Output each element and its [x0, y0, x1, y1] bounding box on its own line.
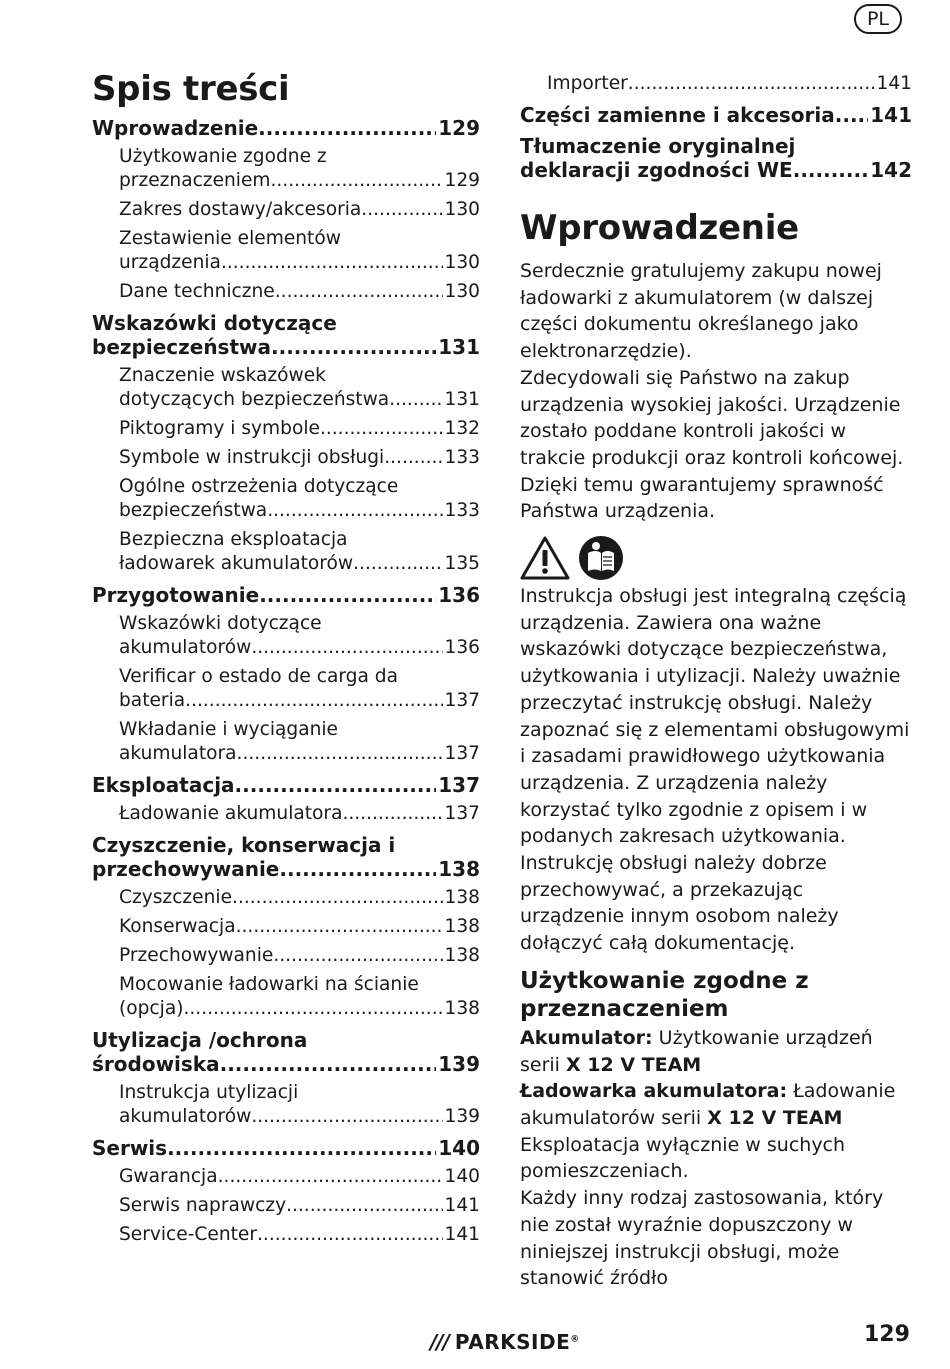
- logo-text: PARKSIDE: [454, 1330, 571, 1354]
- toc-entry-text: Wskazówki dotyczące: [92, 311, 337, 335]
- logo-slashes: ///: [430, 1330, 449, 1354]
- toc-leader-dots: [183, 997, 442, 1021]
- toc-entry-text: Czyszczenie: [119, 887, 233, 908]
- akumulator-series: X 12 V TEAM: [566, 1053, 702, 1076]
- toc-entry-text: Części zamienne i akcesoria: [520, 103, 835, 127]
- toc-page-number: 137: [444, 803, 480, 824]
- toc-leader-dots: [185, 689, 442, 713]
- toc-leader-dots: [628, 72, 875, 96]
- toc-leader-dots: [235, 773, 437, 797]
- toc-page-number: 139: [438, 1052, 480, 1076]
- toc-entry-text: urządzenia: [119, 252, 221, 273]
- akumulator-text: Użytkowanie urządzeń serii: [520, 1026, 873, 1076]
- ladowarka-text: Ładowanie akumulatorów serii: [520, 1080, 896, 1129]
- toc-leader-dots: [220, 1052, 437, 1076]
- toc-page-number: 130: [444, 252, 480, 273]
- toc-entry-text: Bezpieczna eksploatacja: [119, 529, 348, 550]
- toc-page-number: 141: [444, 1195, 480, 1216]
- toc-title: Spis treści: [92, 69, 290, 109]
- toc-leader-dots: [236, 915, 443, 939]
- toc-page-number: 141: [444, 1224, 480, 1245]
- toc-entry: [92, 915, 480, 939]
- toc-page-number: 133: [444, 447, 480, 468]
- toc-entry-text: akumulatorów: [119, 637, 252, 658]
- toc-entry: [92, 886, 480, 910]
- toc-entry-text: Serwis: [92, 1136, 168, 1160]
- toc-leader-dots: [286, 1194, 442, 1218]
- toc-leader-dots: [271, 169, 443, 193]
- toc-entry-text: Użytkowanie zgodne z: [119, 146, 327, 167]
- toc-entry: [92, 1223, 480, 1247]
- icon-row: [520, 535, 912, 581]
- toc-entry-text: Czyszczenie, konserwacja i: [92, 833, 396, 857]
- toc-leader-dots: [257, 1223, 442, 1247]
- toc-entry-text: Mocowanie ładowarki na ścianie: [119, 974, 419, 995]
- toc-entry-text: akumulatora: [119, 743, 237, 764]
- toc-entry-text: Verificar o estado de carga da: [119, 666, 398, 687]
- toc-entry-text: Eksploatacja: [92, 773, 235, 797]
- toc-page-number: 133: [444, 500, 480, 521]
- toc-entry: [92, 417, 480, 441]
- akumulator-label: Akumulator:: [520, 1026, 653, 1049]
- other-use-paragraph: Każdy inny rodzaj zastosowania, który nie został wyraźnie dopuszczony w niniejszej instrukcji obsługi, może stanowić źródło: [520, 1187, 884, 1290]
- toc-entry: [92, 1136, 480, 1160]
- toc-leader-dots: [258, 116, 436, 140]
- toc-entry: [520, 134, 912, 182]
- toc-page-number: 140: [438, 1136, 480, 1160]
- toc-page-number: 137: [444, 690, 480, 711]
- toc-entry-text: Zestawienie elementów: [119, 228, 341, 249]
- toc-page-number: 137: [444, 743, 480, 764]
- dry-rooms-paragraph: Eksploatacja wyłącznie w suchych pomieszczeniach.: [520, 1133, 846, 1183]
- toc-entry-text: Przygotowanie: [92, 583, 260, 607]
- toc-page-number: 137: [438, 773, 480, 797]
- subsection-title: Użytkowanie zgodne z przeznaczeniem: [520, 967, 809, 1022]
- toc-entry-text: przeznaczeniem: [119, 170, 271, 191]
- toc-page-number: 140: [444, 1166, 480, 1187]
- intro-paragraph-3: Instrukcja obsługi jest integralną częścią urządzenia. Zawiera ona ważne wskazówki dotyczące bezpieczeństwa, użytkowania i utylizacji. Należy uważnie przeczytać instrukcję obsługi. Należy zapoznać się z elementami obsługowymi i zasadami prawidłowego użytkowania urządzenia. Z urządzenia należy korzystać tylko zgodnie z opisem i w podanych zakresach użytkowania. Instrukcję obsługi należy dobrze przechowywać, a przekazując urządzenie innym osobom należy dołączyć całą dokumentację.: [520, 585, 910, 955]
- toc-page-number: 135: [444, 553, 480, 574]
- toc-entry: [92, 311, 480, 359]
- toc-leader-dots: [353, 552, 442, 576]
- toc-entry: [92, 833, 480, 881]
- toc-entry-text: bezpieczeństwa: [92, 335, 271, 359]
- toc-entry-text: Serwis naprawczy: [119, 1195, 287, 1216]
- toc-entry-text: Wskazówki dotyczące: [119, 613, 322, 634]
- toc-entry-text: przechowywanie: [92, 857, 280, 881]
- parkside-logo: [430, 1330, 580, 1354]
- toc-entry-text: Gwarancja: [119, 1166, 218, 1187]
- toc-page-number: 138: [444, 916, 480, 937]
- toc-page-number: 138: [444, 887, 480, 908]
- toc-page-number: 131: [438, 335, 480, 359]
- toc-leader-dots: [389, 388, 442, 412]
- toc-left-column: [92, 66, 480, 1247]
- toc-entry-text: Ładowanie akumulatora: [119, 803, 343, 824]
- toc-entry-text: Przechowywanie: [119, 945, 274, 966]
- toc-entry-text: bateria: [119, 690, 186, 711]
- toc-entry-text: Utylizacja /ochrona: [92, 1028, 308, 1052]
- toc-entry: [92, 280, 480, 304]
- toc-leader-dots: [342, 802, 442, 826]
- toc-entry: [92, 1081, 480, 1129]
- toc-entry-text: Instrukcja utylizacji: [119, 1082, 299, 1103]
- toc-entry: [92, 475, 480, 523]
- toc-entry: [520, 103, 912, 127]
- toc-entry: [92, 665, 480, 713]
- toc-entry-text: (opcja): [119, 998, 184, 1019]
- akumulator-paragraph: [520, 1025, 912, 1078]
- toc-entry: [92, 198, 480, 222]
- toc-leader-dots: [279, 857, 436, 881]
- toc-entry-text: Symbole w instrukcji obsługi: [119, 447, 385, 468]
- ladowarka-label: Ładowarka akumulatora:: [520, 1080, 788, 1103]
- toc-entry: [92, 446, 480, 470]
- toc-entry: [92, 802, 480, 826]
- toc-page-number: 130: [444, 281, 480, 302]
- ladowarka-series: X 12 V TEAM: [707, 1106, 843, 1129]
- toc-page-number: 136: [444, 637, 480, 658]
- toc-page-number: 131: [444, 389, 480, 410]
- toc-entry-text: Ogólne ostrzeżenia dotyczące: [119, 476, 399, 497]
- toc-entry: [92, 227, 480, 275]
- toc-page-number: 136: [438, 583, 480, 607]
- toc-leader-dots: [221, 251, 443, 275]
- intro-paragraph-2: Zdecydowali się Państwo na zakup urządzenia wysokiej jakości. Urządzenie zostało poddane kontroli jakości w trakcie produkcji oraz kontroli końcowej. Dzięki temu gwarantujemy sprawność Państwa urządzenia.: [520, 366, 904, 523]
- toc-page-number: 129: [438, 116, 480, 140]
- intro-paragraph-1: Serdecznie gratulujemy zakupu nowej ładowarki z akumulatorem (w dalszej części dokumentu określanego jako elektronarzędzie).: [520, 260, 882, 363]
- toc-page-number: 139: [444, 1106, 480, 1127]
- toc-page-number: 130: [444, 199, 480, 220]
- toc-leader-dots: [167, 1136, 436, 1160]
- toc-entry-text: akumulatorów: [119, 1106, 252, 1127]
- toc-page-number: 138: [444, 945, 480, 966]
- toc-entry-text: Wprowadzenie: [92, 116, 259, 140]
- toc-leader-dots: [259, 583, 436, 607]
- toc-entry: [92, 583, 480, 607]
- toc-page-number: 141: [870, 103, 912, 127]
- toc-leader-dots: [237, 742, 443, 766]
- ladowarka-paragraph: [520, 1078, 912, 1131]
- toc-page-number: 129: [444, 170, 480, 191]
- toc-entry-text: ładowarek akumulatorów: [119, 553, 354, 574]
- toc-leader-dots: [251, 1105, 442, 1129]
- toc-entry-text: bezpieczeństwa: [119, 500, 268, 521]
- toc-entry: [92, 718, 480, 766]
- toc-leader-dots: [232, 886, 442, 910]
- section-title: Wprowadzenie: [520, 208, 799, 248]
- toc-entry: [92, 145, 480, 193]
- toc-leader-dots: [218, 1165, 443, 1189]
- toc-entry: [92, 1194, 480, 1218]
- toc-entry: [92, 773, 480, 797]
- toc-leader-dots: [835, 103, 868, 127]
- toc-entry: [92, 1165, 480, 1189]
- page-number: 129: [864, 1322, 910, 1347]
- logo-mark: ®: [570, 1334, 580, 1345]
- toc-page-number: 132: [444, 418, 480, 439]
- toc-leader-dots: [275, 280, 443, 304]
- toc-entry: [520, 72, 912, 96]
- read-manual-icon: [576, 535, 626, 581]
- toc-entry: [92, 116, 480, 140]
- toc-entry-text: dotyczących bezpieczeństwa: [119, 389, 390, 410]
- toc-leader-dots: [273, 944, 442, 968]
- toc-entry: [92, 1028, 480, 1076]
- toc-entry-text: Piktogramy i symbole: [119, 418, 320, 439]
- toc-entry: [92, 612, 480, 660]
- toc-leader-dots: [320, 417, 443, 441]
- toc-leader-dots: [361, 198, 442, 222]
- toc-entry-text: środowiska: [92, 1052, 220, 1076]
- toc-entry-text: Konserwacja: [119, 916, 236, 937]
- toc-entry: [92, 973, 480, 1021]
- toc-leader-dots: [267, 499, 442, 523]
- toc-leader-dots: [384, 446, 442, 470]
- right-column: [520, 72, 912, 1292]
- toc-entry: [92, 364, 480, 412]
- toc-entry: [92, 944, 480, 968]
- language-badge: PL: [854, 4, 902, 34]
- toc-leader-dots: [271, 335, 436, 359]
- toc-leader-dots: [793, 158, 869, 182]
- toc-entry-text: Service-Center: [119, 1224, 258, 1245]
- toc-entry-text: Importer: [547, 73, 628, 94]
- warning-triangle-icon: [520, 535, 570, 581]
- toc-page-number: 142: [870, 158, 912, 182]
- toc-leader-dots: [251, 636, 442, 660]
- toc-entry-text: Dane techniczne: [119, 281, 275, 302]
- toc-entry: [92, 528, 480, 576]
- toc-page-number: 138: [444, 998, 480, 1019]
- toc-entry-text: Wkładanie i wyciąganie: [119, 719, 338, 740]
- toc-list: [92, 116, 480, 1247]
- toc-entry-text: Tłumaczenie oryginalnej: [520, 134, 796, 158]
- toc-page-number: 141: [876, 73, 912, 94]
- toc-list-continued: [520, 72, 912, 182]
- toc-entry-text: Zakres dostawy/akcesoria: [119, 199, 362, 220]
- toc-entry-text: Znaczenie wskazówek: [119, 365, 326, 386]
- toc-entry-text: deklaracji zgodności WE: [520, 158, 793, 182]
- toc-page-number: 138: [438, 857, 480, 881]
